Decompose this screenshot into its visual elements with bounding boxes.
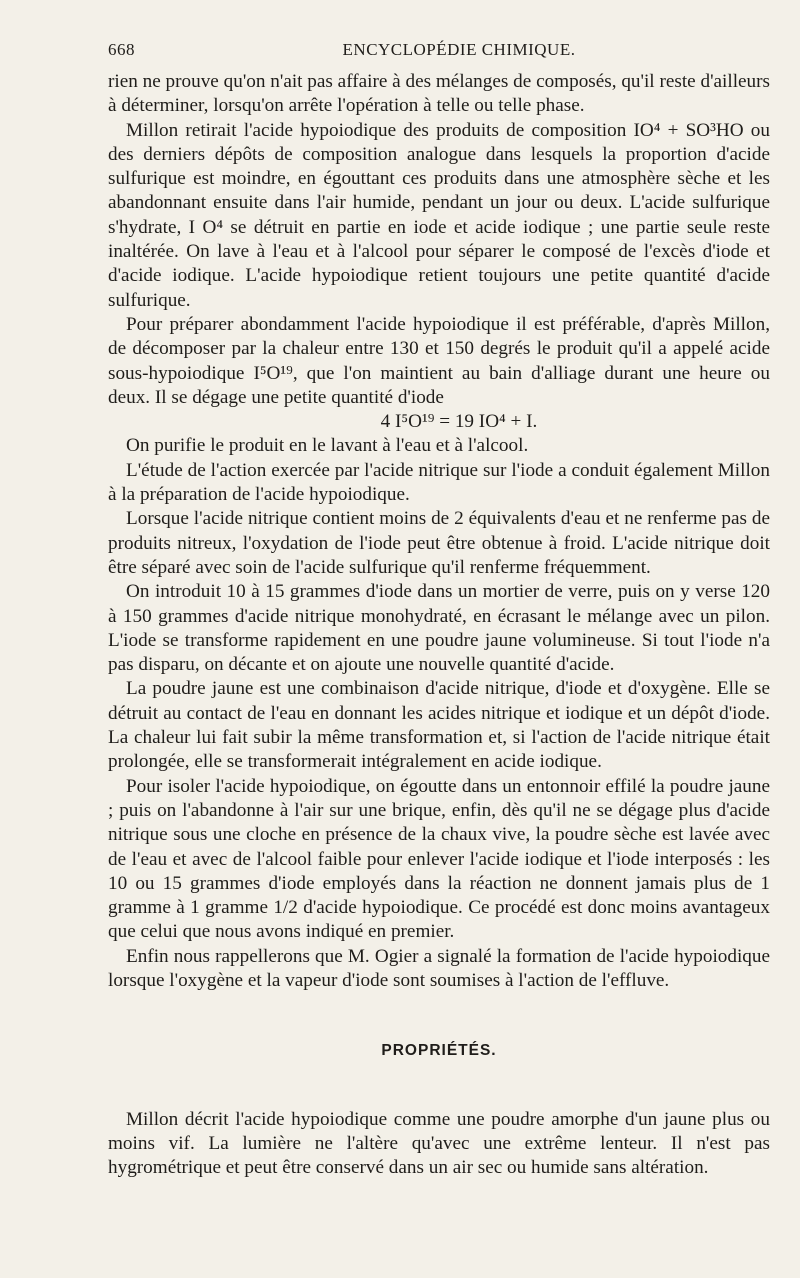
equation: 4 I⁵O¹⁹ = 19 IO⁴ + I. — [380, 411, 538, 433]
paragraph: On purifie le produit en le lavant à l'eau et à l'alcool. — [126, 435, 529, 457]
body-text — [108, 70, 770, 1180]
paragraph: Lorsque l'acide nitrique contient moins de 2 équivalents d'eau et ne renferme pas de produits nitreux, l'oxydation de l'iode peut être obtenue à froid. L'acide nitrique doit être séparé avec soin de l'acide sulfurique qu'il renferme fréquemment. — [108, 508, 770, 578]
paragraph: Enfin nous rappellerons que M. Ogier a signalé la formation de l'acide hypoiodique lorsque l'oxygène et la vapeur d'iode sont soumises à l'action de l'effluve. — [108, 945, 770, 991]
section-heading: PROPRIÉTÉS. — [381, 1042, 497, 1060]
paragraph: La poudre jaune est une combinaison d'acide nitrique, d'iode et d'oxygène. Elle se détruit au contact de l'eau en donnant les acides nitrique et iodique et un dépôt d'iode. La chaleur lui fait subir la même transformation et, si l'action de l'acide nitrique était prolongée, elle se transformerait intégralement en acide iodique. — [108, 678, 770, 773]
page-header — [108, 40, 770, 70]
paragraph: Pour isoler l'acide hypoiodique, on égoutte dans un entonnoir effilé la poudre jaune ; puis on l'abandonne à l'air sur une brique, enfin, dès qu'il ne se dégage plus d'acide nitrique sous une cloche en présence de la chaux vive, la poudre sèche est lavée avec de l'eau et avec de l'alcool faible pour enlever l'acide iodique et l'iode interposés : les 10 ou 15 grammes d'iode employés dans la réaction ne donnent jamais plus de 1 gramme à 1 gramme 1/2 d'acide hypoiodique. Ce procédé est donc moins avantageux que celui que nous avons indiqué en premier. — [108, 775, 770, 943]
paragraph: rien ne prouve qu'on n'ait pas affaire à des mélanges de composés, qu'il reste d'ailleurs à déterminer, lorsqu'on arrête l'opération à telle ou telle phase. — [108, 71, 770, 117]
paragraph: Pour préparer abondamment l'acide hypoiodique il est préférable, d'après Millon, de décomposer par la chaleur entre 130 et 150 degrés le produit qu'il a appelé acide sous-hypoiodique I⁵O¹⁹, que l'on maintient au bain d'alliage durant une heure ou deux. Il se dégage une petite quantité d'iode — [108, 313, 770, 408]
page-number: 668 — [108, 40, 135, 59]
paragraph: Millon décrit l'acide hypoiodique comme une poudre amorphe d'un jaune plus ou moins vif. La lumière ne l'altère qu'avec une extrême lenteur. Il n'est pas hygrométrique et peut être conservé dans un air sec ou humide sans altération. — [108, 1108, 770, 1179]
paragraph: Millon retirait l'acide hypoiodique des produits de composition IO⁴ + SO³HO ou des derniers dépôts de composition analogue dans lesquels la proportion d'acide sulfurique est moindre, en égouttant ces produits dans une atmosphère sèche et les abandonnant ensuite dans l'air humide, pendant un jour ou deux. L'acide sulfurique s'hydrate, I O⁴ se détruit en partie en iode et acide iodique ; une partie seule reste inaltérée. On lave à l'eau et à l'alcool pour séparer le composé de l'excès d'iode et d'acide iodique. L'acide hypoiodique retient toujours une petite quantité d'acide sulfurique. — [108, 119, 770, 311]
paragraph: On introduit 10 à 15 grammes d'iode dans un mortier de verre, puis on y verse 120 à 150 grammes d'acide nitrique monohydraté, en écrasant le mélange avec un pilon. L'iode se transforme rapidement en une poudre jaune volumineuse. Si tout l'iode n'a pas disparu, on décante et on ajoute une nouvelle quantité d'acide. — [108, 581, 770, 676]
paragraph: L'étude de l'action exercée par l'acide nitrique sur l'iode a conduit également Millon à la préparation de l'acide hypoiodique. — [108, 459, 770, 506]
running-head: ENCYCLOPÉDIE CHIMIQUE. — [342, 40, 576, 59]
